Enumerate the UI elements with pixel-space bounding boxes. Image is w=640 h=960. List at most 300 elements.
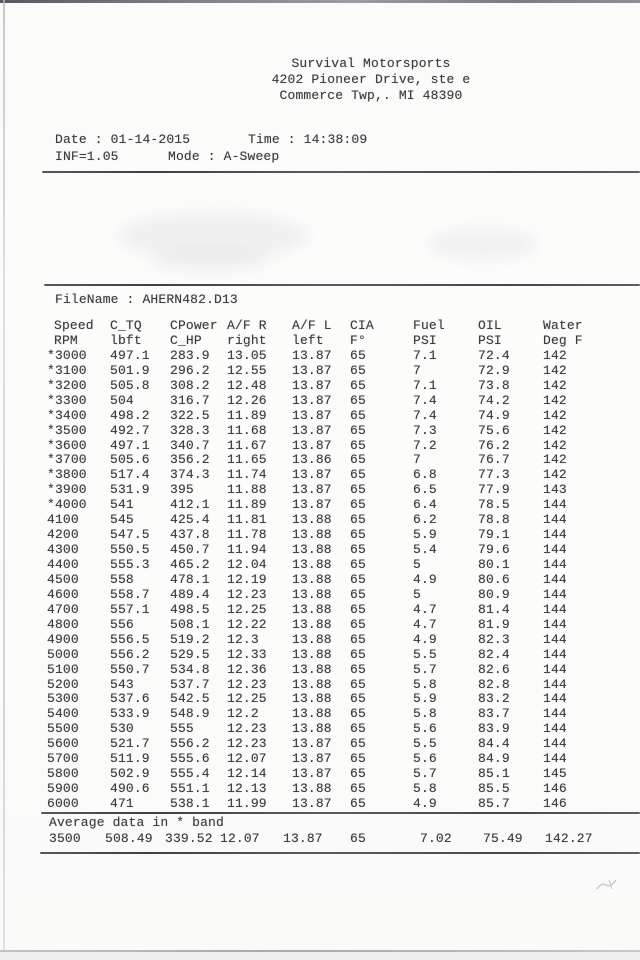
table-cell: 142 [543, 377, 567, 393]
table-cell: 65 [350, 721, 366, 737]
table-cell: 84.9 [478, 751, 510, 767]
scan-edge-left [3, 0, 5, 960]
table-cell: 11.99 [227, 796, 267, 811]
table-cell: 555.4 [170, 766, 210, 782]
table-cell: 12.04 [227, 557, 267, 572]
table-cell: 374.3 [170, 467, 210, 483]
table-cell: 76.2 [478, 437, 510, 453]
table-cell: 13.87 [283, 831, 323, 846]
table-cell: 4100 [47, 512, 79, 528]
table-cell: 65 [350, 422, 366, 438]
table-cell: 283.9 [170, 347, 210, 363]
table-cell: 5200 [47, 676, 79, 692]
table-cell: 13.87 [292, 362, 332, 378]
table-cell: 65 [350, 586, 366, 602]
divider-rule [41, 812, 640, 814]
filename-line [55, 292, 238, 307]
table-cell: 13.87 [292, 422, 332, 438]
table-cell: Deg F [543, 332, 583, 348]
table-cell: 529.5 [170, 646, 210, 662]
table-cell: 4800 [47, 616, 79, 632]
table-cell: 65 [350, 527, 366, 543]
table-cell: 534.8 [170, 661, 210, 677]
table-cell: 13.88 [292, 527, 332, 543]
table-cell: 5.7 [413, 766, 437, 782]
table-cell: 538.1 [170, 796, 210, 811]
table-cell: 511.9 [110, 751, 150, 767]
table-cell: 13.87 [292, 347, 332, 363]
table-cell: 4.9 [413, 631, 437, 647]
table-cell: 537.7 [170, 676, 210, 692]
table-cell: 76.7 [478, 452, 510, 468]
table-cell: 7.1 [413, 377, 437, 393]
table-cell: 551.1 [170, 781, 210, 797]
table-cell: 497.1 [110, 347, 150, 363]
table-cell: 65 [350, 362, 366, 378]
table-row [47, 767, 640, 782]
table-cell: 83.7 [478, 706, 510, 722]
table-cell: 65 [350, 631, 366, 647]
table-row [47, 543, 640, 558]
table-cell: 555.3 [110, 557, 150, 572]
table-row [47, 483, 640, 498]
table-cell: 145 [543, 766, 567, 782]
table-cell: 11.88 [227, 482, 267, 498]
table-row [47, 692, 640, 707]
table-cell: 81.4 [478, 601, 510, 617]
table-cell: 85.1 [478, 766, 510, 782]
table-cell: 78.8 [478, 512, 510, 528]
table-cell: 12.23 [227, 676, 267, 692]
table-cell: 142 [543, 437, 567, 453]
table-cell: 13.86 [292, 452, 332, 468]
table-cell: 74.2 [478, 392, 510, 408]
table-cell: 65 [350, 571, 366, 587]
table-cell: 65 [350, 766, 366, 782]
table-cell: 5 [413, 586, 421, 602]
mode-field: Mode : A-Sweep [168, 149, 280, 164]
table-cell: 542.5 [170, 691, 210, 707]
table-cell: 492.7 [110, 422, 150, 438]
table-cell: 12.23 [227, 586, 267, 602]
table-cell: 502.9 [110, 766, 150, 782]
table-cell: Fuel [413, 318, 445, 333]
table-cell: 65 [350, 452, 366, 468]
table-cell: 13.87 [292, 377, 332, 393]
table-cell: 3500 [49, 831, 81, 846]
table-cell: 12.33 [227, 646, 267, 662]
table-cell: 316.7 [170, 392, 210, 408]
letterhead [102, 56, 640, 104]
table-row [47, 513, 640, 528]
table-cell: 65 [350, 542, 366, 558]
table-cell: 77.3 [478, 467, 510, 483]
dyno-table-head [47, 319, 640, 349]
table-row [47, 573, 640, 588]
table-cell: 144 [543, 586, 567, 602]
table-cell: 80.1 [478, 557, 510, 572]
table-cell: 556.2 [170, 736, 210, 752]
table-cell: 11.78 [227, 527, 267, 543]
table-row [47, 558, 640, 573]
pencil-mark [594, 876, 622, 896]
table-cell: 65 [350, 377, 366, 393]
table-cell: 144 [543, 631, 567, 647]
table-cell: 550.7 [110, 661, 150, 677]
table-cell: 13.88 [292, 646, 332, 662]
table-cell: *3000 [47, 347, 87, 363]
table-cell: 5.8 [413, 781, 437, 797]
table-cell: 504 [110, 392, 134, 408]
table-cell: 11.89 [227, 497, 267, 513]
table-cell: 144 [543, 751, 567, 767]
table-cell: *3100 [47, 362, 87, 378]
scan-smudge [150, 248, 270, 274]
table-cell: 85.7 [478, 796, 510, 811]
table-cell: 84.4 [478, 736, 510, 752]
table-row [47, 797, 640, 812]
table-cell: 4300 [47, 542, 79, 558]
table-cell: lbft [110, 332, 142, 348]
table-cell: 13.88 [292, 676, 332, 692]
table-cell: 6.5 [413, 482, 437, 498]
table-cell: 144 [543, 557, 567, 572]
table-cell: 7 [413, 452, 421, 468]
table-cell: PSI [413, 332, 437, 348]
table-cell: 65 [350, 497, 366, 513]
table-cell: 12.07 [220, 831, 260, 846]
table-cell: 521.7 [110, 736, 150, 752]
table-cell: 450.7 [170, 542, 210, 558]
table-row [47, 394, 640, 409]
table-cell: 5 [413, 557, 421, 572]
table-cell: 142 [543, 467, 567, 483]
table-cell: 13.87 [292, 751, 332, 767]
table-cell: 7.3 [413, 422, 437, 438]
table-cell: left [292, 332, 324, 348]
table-cell: 146 [543, 781, 567, 797]
table-cell: 12.23 [227, 736, 267, 752]
table-cell: 79.1 [478, 527, 510, 543]
table-cell: 508.1 [170, 616, 210, 632]
table-cell: 13.87 [292, 392, 332, 408]
table-cell: 142 [543, 392, 567, 408]
table-cell: 530 [110, 721, 134, 737]
table-cell: 412.1 [170, 497, 210, 513]
table-cell: 395 [170, 482, 194, 498]
table-row [47, 453, 640, 468]
table-cell: 65 [350, 751, 366, 767]
table-cell: 6.4 [413, 497, 437, 513]
table-cell: 4400 [47, 557, 79, 572]
table-cell: 12.23 [227, 721, 267, 737]
table-cell: 12.13 [227, 781, 267, 797]
table-cell: 65 [350, 616, 366, 632]
table-cell: 5.7 [413, 661, 437, 677]
table-cell: 5.5 [413, 646, 437, 662]
table-cell: 7.2 [413, 437, 437, 453]
table-cell: 78.5 [478, 497, 510, 513]
table-cell: 13.87 [292, 497, 332, 513]
table-row [47, 468, 640, 483]
table-cell: PSI [478, 332, 502, 348]
table-cell: 13.87 [292, 437, 332, 453]
table-cell: 508.49 [105, 831, 153, 846]
table-cell: 13.88 [292, 691, 332, 707]
table-cell: RPM [54, 332, 78, 348]
table-cell: 142 [543, 362, 567, 378]
table-cell: 65 [350, 661, 366, 677]
table-cell: 339.52 [165, 831, 213, 846]
table-cell: 144 [543, 527, 567, 543]
table-cell: 5000 [47, 646, 79, 662]
table-cell: *3300 [47, 392, 87, 408]
table-cell: 144 [543, 706, 567, 722]
table-row [47, 409, 640, 424]
table-cell: 4200 [47, 527, 79, 543]
table-cell: 437.8 [170, 527, 210, 543]
table-cell: 5700 [47, 751, 79, 767]
table-cell: 13.88 [292, 616, 332, 632]
table-cell: 83.2 [478, 691, 510, 707]
table-header-row [47, 319, 640, 334]
company-name: Survival Motorsports [291, 56, 451, 71]
table-cell: 13.88 [292, 557, 332, 572]
table-cell: C_TQ [110, 318, 142, 333]
divider-rule [40, 852, 640, 854]
table-cell: 5.4 [413, 542, 437, 558]
table-cell: 144 [543, 691, 567, 707]
table-cell: 65 [350, 646, 366, 662]
table-row [47, 364, 640, 379]
table-cell: 144 [543, 497, 567, 513]
table-cell: 65 [350, 706, 366, 722]
table-row [47, 633, 640, 648]
table-cell: 75.6 [478, 422, 510, 438]
table-cell: 490.6 [110, 781, 150, 797]
table-row [47, 528, 640, 543]
table-cell: 11.67 [227, 437, 267, 453]
table-cell: 7.02 [420, 831, 452, 846]
scan-smudge [428, 228, 538, 260]
table-cell: 80.6 [478, 571, 510, 587]
table-cell: *3200 [47, 377, 87, 393]
scan-edge-top [0, 0, 640, 3]
table-cell: 548.9 [170, 706, 210, 722]
table-cell: 5.6 [413, 751, 437, 767]
table-cell: 65 [350, 407, 366, 423]
table-cell: 65 [350, 781, 366, 797]
table-cell: 142.27 [545, 831, 593, 846]
table-cell: 12.2 [227, 706, 259, 722]
table-cell: 550.5 [110, 542, 150, 558]
table-cell: 5.9 [413, 527, 437, 543]
table-cell: 517.4 [110, 467, 150, 483]
table-cell: 142 [543, 407, 567, 423]
table-cell: *3500 [47, 422, 87, 438]
table-cell: 11.81 [227, 512, 267, 528]
table-cell: 545 [110, 512, 134, 528]
table-cell: 5.5 [413, 736, 437, 752]
table-cell: 6.2 [413, 512, 437, 528]
table-cell: 12.07 [227, 751, 267, 767]
filename-label: FileName : [55, 292, 135, 307]
table-cell: 13.87 [292, 407, 332, 423]
table-cell: 7.1 [413, 347, 437, 363]
table-cell: 13.87 [292, 796, 332, 811]
table-cell: 11.89 [227, 407, 267, 423]
table-cell: 4500 [47, 571, 79, 587]
table-cell: 13.87 [292, 766, 332, 782]
table-cell: A/F R [227, 318, 267, 333]
table-cell: *3900 [47, 482, 87, 498]
table-cell: 489.4 [170, 586, 210, 602]
table-cell: 12.36 [227, 661, 267, 677]
table-cell: 72.9 [478, 362, 510, 378]
table-cell: 82.6 [478, 661, 510, 677]
table-cell: 531.9 [110, 482, 150, 498]
table-cell: 5.8 [413, 706, 437, 722]
table-cell: 557.1 [110, 601, 150, 617]
dyno-table-body [47, 349, 640, 812]
table-cell: 65 [350, 736, 366, 752]
table-cell: *3800 [47, 467, 87, 483]
table-cell: 65 [350, 392, 366, 408]
table-cell: 555.6 [170, 751, 210, 767]
table-cell: 5.6 [413, 721, 437, 737]
table-cell: 144 [543, 616, 567, 632]
table-row [47, 439, 640, 454]
table-cell: 4900 [47, 631, 79, 647]
table-cell: 72.4 [478, 347, 510, 363]
table-row [47, 424, 640, 439]
table-cell: 65 [350, 437, 366, 453]
table-cell: 65 [350, 601, 366, 617]
table-cell: 4600 [47, 586, 79, 602]
table-cell: 4.7 [413, 601, 437, 617]
table-cell: 65 [350, 831, 366, 846]
table-cell: 7.4 [413, 392, 437, 408]
table-cell: 6.8 [413, 467, 437, 483]
company-address-line2: Commerce Twp,. MI 48390 [279, 88, 463, 103]
date-field: Date : 01-14-2015 [55, 132, 191, 147]
table-cell: 82.8 [478, 676, 510, 692]
table-cell: 13.88 [292, 781, 332, 797]
table-cell: F° [350, 332, 366, 348]
table-cell: 7 [413, 362, 421, 378]
table-cell: 79.6 [478, 542, 510, 558]
table-cell: 142 [543, 347, 567, 363]
table-cell: 533.9 [110, 706, 150, 722]
table-cell: 12.55 [227, 362, 267, 378]
table-cell: 65 [350, 557, 366, 572]
table-cell: 5800 [47, 766, 79, 782]
table-cell: 75.49 [483, 831, 523, 846]
table-cell: 547.5 [110, 527, 150, 543]
table-cell: 12.19 [227, 571, 267, 587]
table-cell: 501.9 [110, 362, 150, 378]
divider-rule [42, 171, 640, 173]
table-row [47, 648, 640, 663]
table-row [47, 663, 640, 678]
table-cell: 144 [543, 646, 567, 662]
table-row [47, 588, 640, 603]
table-row [47, 678, 640, 693]
table-cell: Speed [54, 318, 94, 333]
table-cell: 74.9 [478, 407, 510, 423]
table-cell: 556 [110, 616, 134, 632]
table-cell: 144 [543, 676, 567, 692]
table-row [47, 498, 640, 513]
table-cell: A/F L [292, 318, 332, 333]
table-cell: 83.9 [478, 721, 510, 737]
table-cell: 296.2 [170, 362, 210, 378]
table-cell: 12.26 [227, 392, 267, 408]
table-cell: 13.88 [292, 512, 332, 528]
table-cell: 144 [543, 661, 567, 677]
table-cell: 65 [350, 482, 366, 498]
table-cell: 13.88 [292, 661, 332, 677]
table-cell: 80.9 [478, 586, 510, 602]
table-cell: 144 [543, 736, 567, 752]
table-cell: 519.2 [170, 631, 210, 647]
table-row [47, 618, 640, 633]
table-cell: 556.2 [110, 646, 150, 662]
table-cell: 12.48 [227, 377, 267, 393]
table-cell: 144 [543, 542, 567, 558]
table-cell: 4.9 [413, 571, 437, 587]
table-cell: *3400 [47, 407, 87, 423]
table-cell: 144 [543, 571, 567, 587]
table-cell: 497.1 [110, 437, 150, 453]
table-cell: 4700 [47, 601, 79, 617]
table-cell: 143 [543, 482, 567, 498]
average-band-title: Average data in * band [49, 815, 224, 830]
table-cell: 465.2 [170, 557, 210, 572]
table-cell: 558 [110, 571, 134, 587]
inf-field: INF=1.05 [55, 149, 119, 164]
table-row [47, 722, 640, 737]
table-cell: 13.88 [292, 586, 332, 602]
table-cell: 144 [543, 601, 567, 617]
table-cell: 13.88 [292, 721, 332, 737]
table-cell: OIL [478, 318, 502, 333]
table-cell: 11.74 [227, 467, 267, 483]
table-cell: 5400 [47, 706, 79, 722]
table-cell: 13.87 [292, 736, 332, 752]
table-cell: 144 [543, 721, 567, 737]
table-cell: 5300 [47, 691, 79, 707]
scan-margin-bottom [0, 952, 640, 960]
table-cell: 11.65 [227, 452, 267, 468]
table-cell: 4.9 [413, 796, 437, 811]
table-cell: 13.88 [292, 542, 332, 558]
table-cell: 144 [543, 512, 567, 528]
table-cell: 13.88 [292, 706, 332, 722]
table-cell: 322.5 [170, 407, 210, 423]
table-cell: right [227, 332, 267, 348]
company-address-line1: 4202 Pioneer Drive, ste e [271, 72, 471, 87]
table-cell: 7.4 [413, 407, 437, 423]
table-cell: 77.9 [478, 482, 510, 498]
table-cell: 5.9 [413, 691, 437, 707]
table-cell: 6000 [47, 796, 79, 811]
table-cell: 65 [350, 796, 366, 811]
table-cell: 13.87 [292, 467, 332, 483]
table-cell: Water [543, 318, 583, 333]
table-cell: 142 [543, 452, 567, 468]
table-cell: 537.6 [110, 691, 150, 707]
